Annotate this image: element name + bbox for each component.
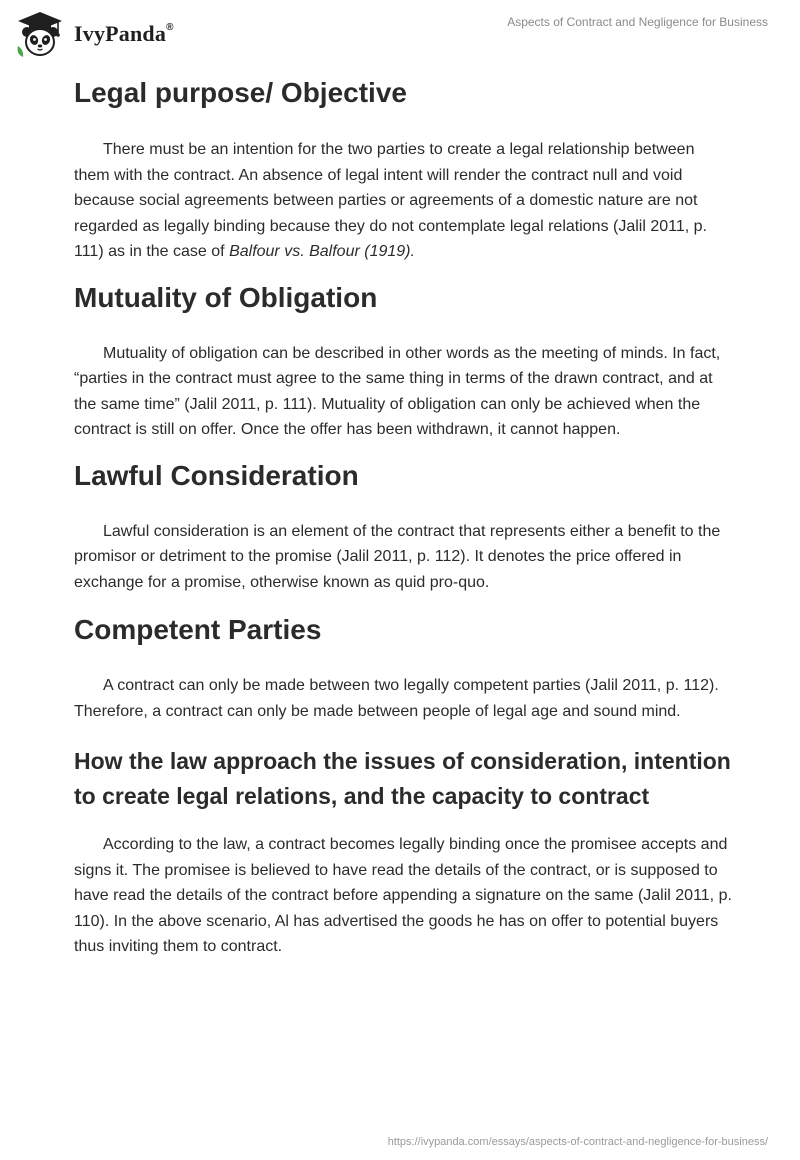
section-paragraph-legal-purpose <box>74 137 734 265</box>
section-heading-lawful-consideration: Lawful Consideration <box>74 459 359 491</box>
section-paragraph-lawful-consideration: Lawful consideration is an element of the contract that represents either a benefit to the promisor or detriment to the promise (Jalil 2011, p. 112). It denotes the price offered in exchange for a promise, otherwise known as quid pro-quo. <box>74 522 721 591</box>
panda-graduate-icon <box>14 10 66 58</box>
section-paragraph-mutuality: Mutuality of obligation can be described in other words as the meeting of minds. In fact, “parties in the contract must agree to the same thing in terms of the drawn contract, and at the same time” (Jalil 2011, p. 111). Mutuality of obligation can only be achieved when the contract is still on offer. Once the offer has been withdrawn, it cannot happen. <box>74 344 721 438</box>
case-citation: Balfour vs. Balfour (1919). <box>229 243 415 260</box>
paragraph-text: There must be an intention for the two parties to create a legal relationship between them with the contract. An absence of legal intent will render the contract null and void because social agreements between parties or agreements of a domestic nature are not regarded as legally binding because they do not contemplate legal relations (Jalil 2011, p. 111) as in the case of <box>74 141 707 260</box>
page-header <box>0 0 800 70</box>
section-heading-mutuality: Mutuality of Obligation <box>74 281 378 313</box>
section-heading-competent-parties: Competent Parties <box>74 614 322 645</box>
section-heading-legal-purpose: Legal purpose/ Objective <box>74 77 407 108</box>
section-paragraph-law-approach: According to the law, a contract becomes legally binding once the promisee accepts and signs it. The promisee is believed to have read the details of the contract, or is supposed to have read the details of the contract before appending a signature on the same (Jalil 2011, p. 110). In the above scenario, Al has advertised the goods he has on offer to potential buyers thus inviting them to contract. <box>74 836 732 955</box>
article-body <box>74 70 734 960</box>
document-title: Aspects of Contract and Negligence for Business <box>507 15 768 29</box>
brand-name: IvyPanda® <box>74 21 174 46</box>
section-paragraph-competent-parties: A contract can only be made between two legally competent parties (Jalil 2011, p. 112). Therefore, a contract can only be made between people of legal age and sound mind. <box>74 677 719 720</box>
ivypanda-logo[interactable] <box>14 10 174 58</box>
source-url[interactable]: https://ivypanda.com/essays/aspects-of-contract-and-negligence-for-business/ <box>387 1136 768 1148</box>
registered-mark: ® <box>166 21 174 33</box>
section-heading-law-approach: How the law approach the issues of consideration, intention to create legal relations, and the capacity to contract <box>74 748 731 809</box>
